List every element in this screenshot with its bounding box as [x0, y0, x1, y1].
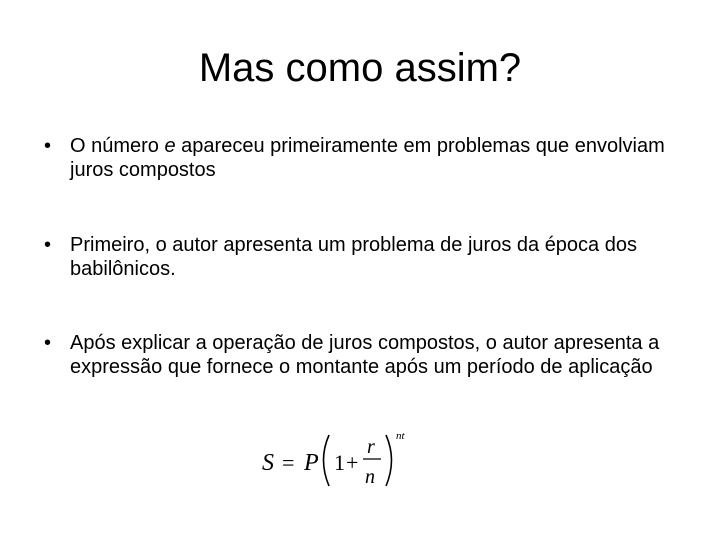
bullet-text: Primeiro, o autor apresenta um problema de juros da época dos babilônicos.: [70, 234, 637, 280]
bullet-item: [44, 233, 684, 281]
bullet-text: [70, 134, 684, 182]
slide-title: Mas como assim?: [198, 46, 522, 90]
euler-number-e: e: [164, 135, 176, 157]
compound-interest-formula: [258, 428, 418, 492]
bullet-text: Após explicar a operação de juros compostos, o autor apresenta a expressão que fornece o montante após um período de aplicação: [70, 332, 660, 378]
formula-exponent: nt: [396, 430, 405, 442]
formula-equals: =: [282, 450, 295, 475]
formula-graphic: [258, 428, 418, 492]
formula-plus: +: [346, 450, 359, 475]
formula-denominator: n: [365, 466, 375, 488]
bullet-marker: •: [44, 234, 52, 256]
formula-coef: P: [304, 450, 319, 476]
formula-lhs: S: [262, 450, 274, 476]
formula-numerator: r: [367, 436, 375, 458]
formula-one: 1: [334, 450, 345, 475]
bullet-marker: •: [44, 135, 52, 157]
right-paren: [386, 435, 392, 486]
bullet-item: [44, 134, 684, 182]
bullet-text-start: O número: [70, 135, 165, 157]
bullet-item: [44, 331, 684, 379]
bullet-text-end: apareceu primeiramente em problemas que envolviam juros compostos: [70, 135, 665, 181]
bullet-marker: •: [44, 332, 52, 354]
left-paren: [324, 435, 330, 486]
